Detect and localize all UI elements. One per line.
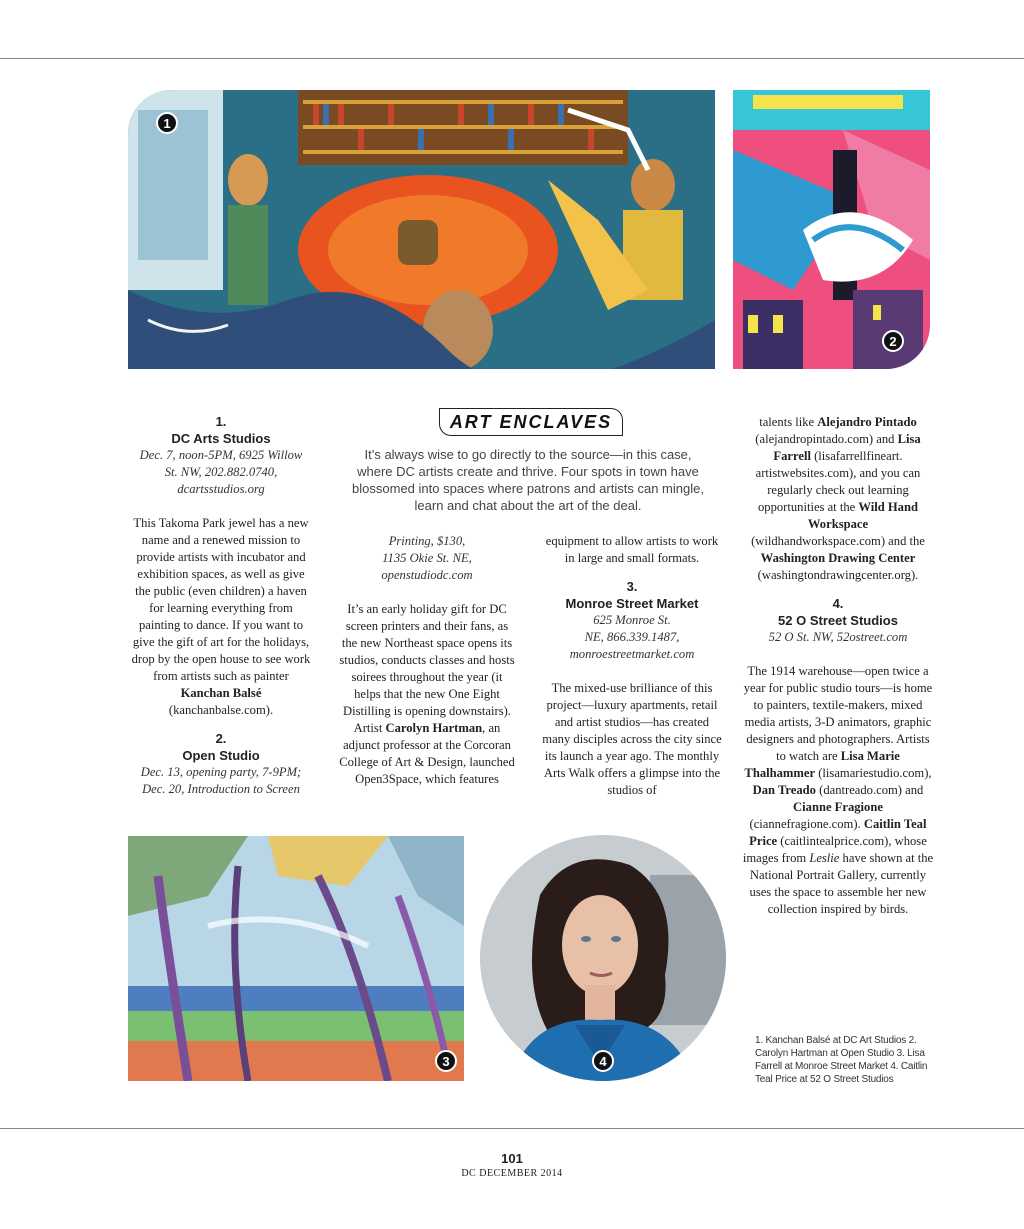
screenprint-2-art xyxy=(733,90,930,369)
entry-1-body xyxy=(130,515,312,719)
c4-artist-2: Lisa Farrell xyxy=(773,432,921,463)
photo-2-screenprint xyxy=(733,90,930,369)
c4-t1: talents like xyxy=(759,415,818,429)
entry-2-info-line-3: Printing, $130, xyxy=(388,534,466,548)
c4-venue-2: Washington Drawing Center xyxy=(760,551,916,565)
photo-3-landscape-painting xyxy=(128,836,464,1081)
photo-2-number-badge: 2 xyxy=(882,330,904,352)
painting-1-art xyxy=(128,90,715,369)
c4-artist-4: Dan Treado xyxy=(752,783,816,797)
photo-4-portrait xyxy=(480,835,726,1081)
entry-2-body-b: , an adjunct professor at the Corcoran College of Art & Design, launched Open3Space, which features xyxy=(339,721,515,786)
bottom-rule xyxy=(0,1128,1024,1129)
entry-2-artist-name: Carolyn Hartman xyxy=(385,721,483,735)
entry-1-name: DC Arts Studios xyxy=(171,431,271,446)
entry-4-body xyxy=(740,663,936,918)
entry-2-info-line-4: 1135 Okie St. NE, xyxy=(382,551,472,565)
entry-4-info: 52 O St. NW, 52ostreet.com xyxy=(768,630,908,644)
c4-t3: (lisafarrellfineart. artistwebsites.com), and you can regularly check out learning opportunities at the xyxy=(755,449,921,514)
entry-3-info-line-1: 625 Monroe St. xyxy=(593,613,671,627)
entry-1-body-end: (kanchanbalse.com). xyxy=(168,703,274,717)
entry-3-body-continued xyxy=(740,414,936,584)
c4-u3: (dantreado.com) and xyxy=(815,783,924,797)
entry-1-info-line-3: dcartsstudios.org xyxy=(177,482,265,496)
entry-1-body-text: This Takoma Park jewel has a new name and a renewed mission to provide artists with incubator and exhibition spaces, as well as give the public (even children) a haven for learning everything from painting to dance. If you want to give the gift of art for the holidays, drop by the open house to see work from artists such as painter xyxy=(131,516,311,683)
c4-t5: (washingtondrawingcenter.org). xyxy=(757,568,919,582)
c4-venue-1: Wild Hand Workspace xyxy=(807,500,918,531)
entry-2-info-line-1: Dec. 13, opening party, 7-9PM; xyxy=(140,765,302,779)
column-2 xyxy=(338,533,516,788)
photo-1-number-badge: 1 xyxy=(156,112,178,134)
entry-2-info-line-5: openstudiodc.com xyxy=(381,568,473,582)
entry-1-info-line-1: Dec. 7, noon-5PM, 6925 Willow xyxy=(139,448,303,462)
entry-2-body xyxy=(338,601,516,788)
column-3 xyxy=(540,533,724,799)
entry-3-info-line-3: monroestreetmarket.com xyxy=(569,647,695,661)
entry-2-body-a: It’s an early holiday gift for DC screen printers and their fans, as the new Northeast space opens its studios, conducts classes and hosts soirees throughout the year (it helps that the new One Eight Distilling is opening downstairs). Artist xyxy=(339,602,515,735)
c4-artist-6: Caitlin Teal Price xyxy=(749,817,927,848)
c4-artist-1: Alejandro Pintado xyxy=(817,415,917,429)
section-intro: It’s always wise to go directly to the source—in this case, where DC artists create and thrive. Four spots in town have blossomed into spaces where patrons and artists can mingle, learn and chat about the art of the deal. xyxy=(352,447,704,513)
c4-artist-5: Cianne Fragione xyxy=(793,800,883,814)
entry-3-name: Monroe Street Market xyxy=(565,596,699,611)
c4-t2: (alejandropintado.com) and xyxy=(755,432,898,446)
entry-2-name: Open Studio xyxy=(182,748,260,763)
c4-t4: (wildhandworkspace.com) and the xyxy=(751,534,925,548)
portrait-4-art xyxy=(480,835,726,1081)
c4-u5: (caitlintealprice.com), whose images from xyxy=(742,834,927,865)
issue-label: DC DECEMBER 2014 xyxy=(461,1168,563,1179)
c4-u4: (ciannefragione.com). xyxy=(749,817,864,831)
entry-3-number: 3. xyxy=(626,579,638,594)
entry-3-info-line-2: NE, 866.339.1487, xyxy=(584,630,680,644)
photo-4-number-badge: 4 xyxy=(592,1050,614,1072)
entry-1-artist-name: Kanchan Balsé xyxy=(180,686,262,700)
c4-u6: have shown at the National Portrait Gallery, currently uses the space to assemble her new collection inspired by birds. xyxy=(749,851,934,916)
column-4 xyxy=(740,414,936,918)
section-title: ART ENCLAVES xyxy=(439,408,623,436)
entry-3-body: The mixed-use brilliance of this project—luxury apartments, retail and artist studios—has created many disciples across the city since its launch a year ago. The monthly Arts Walk offers a glimpse into the studios of xyxy=(542,681,722,797)
c4-work-title: Leslie xyxy=(809,851,840,865)
column-1 xyxy=(130,414,312,798)
page-number: 101 xyxy=(501,1151,523,1166)
entry-4-name: 52 O Street Studios xyxy=(778,613,898,628)
entry-2-info-line-2: Dec. 20, Introduction to Screen xyxy=(142,782,300,796)
c4-artist-3: Lisa Marie Thalhammer xyxy=(744,749,900,780)
entry-4-number: 4. xyxy=(832,596,844,611)
entry-1-info-line-2: St. NW, 202.882.0740, xyxy=(164,465,278,479)
c4-u2: (lisamariestudio.com), xyxy=(815,766,932,780)
entry-2-number: 2. xyxy=(215,731,227,746)
photo-captions: 1. Kanchan Balsé at DC Art Studios 2. Carolyn Hartman at Open Studio 3. Lisa Farrell at Monroe Street Market 4. Caitlin Teal Price at 52 O Street Studios xyxy=(755,1035,928,1085)
landscape-3-art xyxy=(128,836,464,1081)
entry-1-number: 1. xyxy=(215,414,227,429)
entry-2-body-continued: equipment to allow artists to work in large and small formats. xyxy=(545,534,719,565)
c4-u1: The 1914 warehouse—open twice a year for public studio tours—is home to painters, textile-makers, mixed media artists, 3-D animators, graphic designers and photographers. Artists to watch are xyxy=(743,664,933,763)
photo-1-painting xyxy=(128,90,715,369)
photo-3-number-badge: 3 xyxy=(435,1050,457,1072)
top-rule xyxy=(0,58,1024,59)
